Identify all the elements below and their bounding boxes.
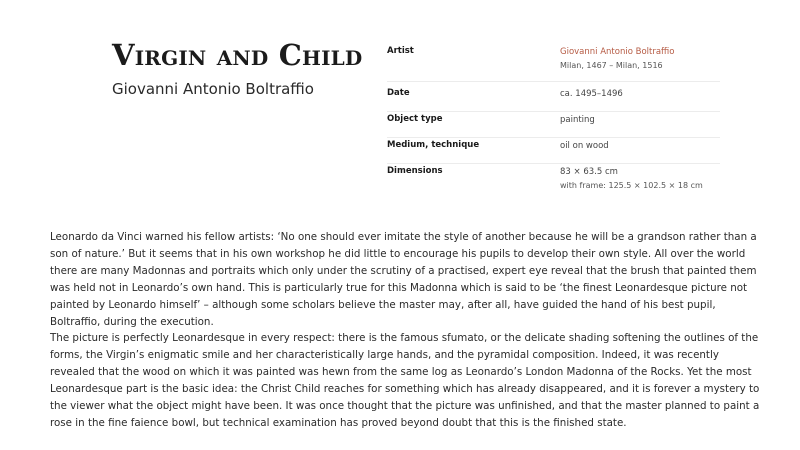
object-type-label: Object type — [387, 114, 443, 124]
details-row-object-type — [387, 112, 720, 138]
object-type-value: painting — [560, 115, 595, 125]
dimensions-value — [560, 164, 720, 194]
dimensions-size: 83 × 63.5 cm — [560, 167, 618, 177]
artwork-details-table — [387, 44, 720, 194]
details-row-artist — [387, 44, 720, 82]
artist-link[interactable]: Giovanni Antonio Boltraffio — [560, 47, 675, 57]
date-value: ca. 1495–1496 — [560, 89, 623, 99]
details-row-date — [387, 82, 720, 112]
medium-label: Medium, technique — [387, 140, 480, 150]
date-label: Date — [387, 88, 410, 98]
description-paragraph: The picture is perfectly Leonardesque in every respect: there is the famous sfumato, or the delicate shading softening the outlines of the forms, the Virgin’s enigmatic smile and her characteristically large hands, and the pyramidal composition. Indeed, it was recently revealed that the wood on which it was painted was hewn from the same log as Leonardo’s London Madonna of the Rocks. Yet the most Leonardesque part is the basic idea: the Christ Child reaches for something which has already disappeared, and it is forever a mystery to the viewer what the object might have been. It was once thought that the picture was unfinished, and that the master planned to paint a rose in the fine faience bowl, but technical examination has proved beyond doubt that this is the finished state. — [50, 332, 760, 429]
description-paragraph: Leonardo da Vinci warned his fellow artists: ‘No one should ever imitate the style of another because he will be a grandson rather than a son of nature.’ But it seems that in his own workshop he did little to encourage his pupils to develop their own style. All over the world there are many Madonnas and portraits which only under the scrutiny of a practised, expert eye reveal that the brush that painted them was held not in Leonardo’s own hand. This is particularly true for this Madonna which is said to be ‘the finest Leonardesque picture not painted by Leonardo himself’ – although some scholars believe the master may, after all, have guided the hand of his best pupil, Boltraffio, during the execution. — [50, 231, 757, 328]
details-row-medium — [387, 138, 720, 164]
artwork-description — [50, 229, 765, 432]
artwork-artist-name: Giovanni Antonio Boltraffio — [112, 80, 314, 98]
details-row-dimensions — [387, 164, 720, 194]
artist-label: Artist — [387, 46, 414, 56]
dimensions-with-frame: with frame: 125.5 × 102.5 × 18 cm — [560, 181, 703, 190]
artwork-title: Virgin and Child — [112, 38, 363, 72]
medium-value: oil on wood — [560, 141, 609, 151]
dimensions-label: Dimensions — [387, 166, 443, 176]
artist-value — [560, 44, 720, 81]
artist-life-dates: Milan, 1467 – Milan, 1516 — [560, 61, 663, 70]
